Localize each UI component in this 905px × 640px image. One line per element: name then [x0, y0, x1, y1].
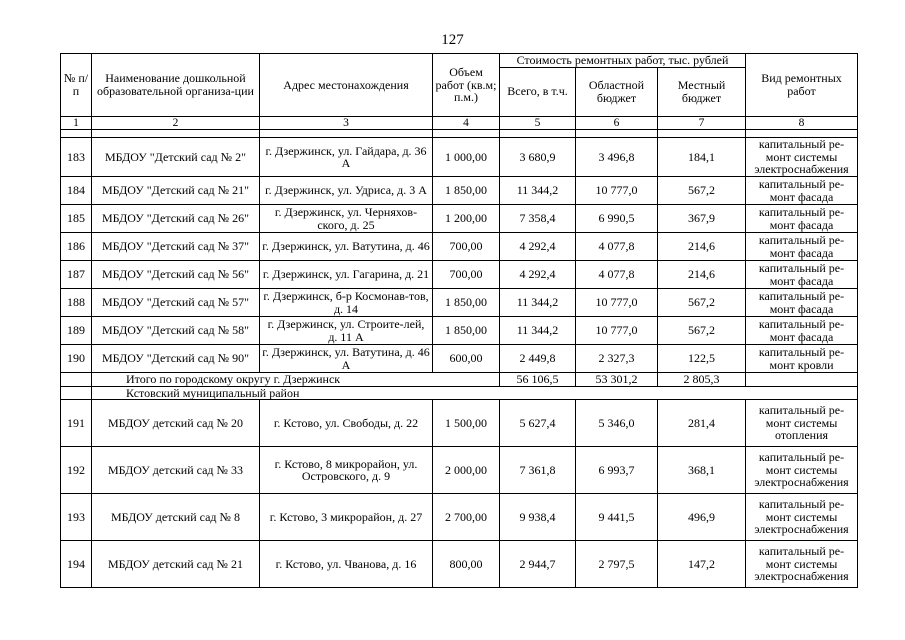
- page-number: 127: [441, 32, 464, 48]
- row-work-type: капитальный ре-монт фасада: [746, 233, 858, 261]
- table-row: [61, 205, 858, 233]
- column-number: 1: [61, 116, 92, 130]
- row-total: 11 344,2: [500, 317, 576, 345]
- row-regional: 10 777,0: [576, 317, 658, 345]
- row-regional: 6 990,5: [576, 205, 658, 233]
- row-work-type: капитальный ре-монт системы электроснабжения: [746, 138, 858, 177]
- row-volume: 800,00: [433, 541, 500, 588]
- row-name: МБДОУ детский сад № 33: [92, 447, 260, 494]
- row-local: 367,9: [658, 205, 746, 233]
- district-label: Кстовский муниципальный район: [92, 386, 858, 400]
- row-address: г. Дзержинск, б-р Космонав-тов, д. 14: [260, 289, 433, 317]
- table-row: [61, 289, 858, 317]
- row-address: г. Кстово, ул. Чванова, д. 16: [260, 541, 433, 588]
- row-total: 7 358,4: [500, 205, 576, 233]
- row-work-type: капитальный ре-монт фасада: [746, 261, 858, 289]
- row-work-type: капитальный ре-монт фасада: [746, 317, 858, 345]
- row-num: 194: [61, 541, 92, 588]
- row-total: 2 449,8: [500, 345, 576, 373]
- table-row: [61, 345, 858, 373]
- row-regional: 5 346,0: [576, 400, 658, 447]
- table-row: [61, 494, 858, 541]
- row-volume: 2 000,00: [433, 447, 500, 494]
- row-num: 188: [61, 289, 92, 317]
- row-name: МБДОУ "Детский сад № 90": [92, 345, 260, 373]
- header-address: Адрес местонахождения: [260, 54, 433, 117]
- row-num: 187: [61, 261, 92, 289]
- row-regional: 10 777,0: [576, 177, 658, 205]
- row-total: 11 344,2: [500, 289, 576, 317]
- row-volume: 600,00: [433, 345, 500, 373]
- row-num: 189: [61, 317, 92, 345]
- row-regional: 4 077,8: [576, 261, 658, 289]
- row-volume: 1 000,00: [433, 138, 500, 177]
- row-local: 147,2: [658, 541, 746, 588]
- row-num: 192: [61, 447, 92, 494]
- row-regional: 2 327,3: [576, 345, 658, 373]
- row-name: МБДОУ "Детский сад № 37": [92, 233, 260, 261]
- table-row: [61, 400, 858, 447]
- row-name: МБДОУ "Детский сад № 2": [92, 138, 260, 177]
- row-total: 11 344,2: [500, 177, 576, 205]
- row-work-type: капитальный ре-монт системы электроснабжения: [746, 447, 858, 494]
- row-local: 281,4: [658, 400, 746, 447]
- row-local: 368,1: [658, 447, 746, 494]
- header-name: Наименование дошкольной образовательной организа-ции: [92, 54, 260, 117]
- header-cost-group: Стоимость ремонтных работ, тыс. рублей: [500, 54, 746, 68]
- subtotal-row: [61, 373, 858, 387]
- subtotal-label: Итого по городскому округу г. Дзержинск: [92, 373, 500, 387]
- table-row: [61, 138, 858, 177]
- header-local: Местный бюджет: [658, 67, 746, 116]
- column-number: 2: [92, 116, 260, 130]
- table-row: [61, 317, 858, 345]
- row-num: 190: [61, 345, 92, 373]
- subtotal-total: 56 106,5: [500, 373, 576, 387]
- row-num: 191: [61, 400, 92, 447]
- header-total: Всего, в т.ч.: [500, 67, 576, 116]
- row-total: 7 361,8: [500, 447, 576, 494]
- row-name: МБДОУ "Детский сад № 56": [92, 261, 260, 289]
- row-num: 183: [61, 138, 92, 177]
- row-address: г. Кстово, 3 микрорайон, д. 27: [260, 494, 433, 541]
- row-local: 567,2: [658, 289, 746, 317]
- district-row: [61, 386, 858, 400]
- row-num: 185: [61, 205, 92, 233]
- row-name: МБДОУ "Детский сад № 57": [92, 289, 260, 317]
- column-number: 4: [433, 116, 500, 130]
- column-number: 3: [260, 116, 433, 130]
- row-local: 184,1: [658, 138, 746, 177]
- row-regional: 10 777,0: [576, 289, 658, 317]
- subtotal-regional: 53 301,2: [576, 373, 658, 387]
- row-volume: 700,00: [433, 261, 500, 289]
- row-address: г. Дзержинск, ул. Гайдара, д. 36 А: [260, 138, 433, 177]
- row-volume: 2 700,00: [433, 494, 500, 541]
- row-address: г. Дзержинск, ул. Ватутина, д. 46 А: [260, 345, 433, 373]
- row-name: МБДОУ детский сад № 21: [92, 541, 260, 588]
- header-volume: Объем работ (кв.м; п.м.): [433, 54, 500, 117]
- row-regional: 3 496,8: [576, 138, 658, 177]
- row-name: МБДОУ детский сад № 8: [92, 494, 260, 541]
- row-local: 567,2: [658, 177, 746, 205]
- table-row: [61, 541, 858, 588]
- row-volume: 1 200,00: [433, 205, 500, 233]
- row-total: 9 938,4: [500, 494, 576, 541]
- row-volume: 700,00: [433, 233, 500, 261]
- row-total: 5 627,4: [500, 400, 576, 447]
- header-row-top: [61, 54, 858, 68]
- row-volume: 1 850,00: [433, 289, 500, 317]
- row-address: г. Дзержинск, ул. Удриса, д. 3 А: [260, 177, 433, 205]
- row-num: 186: [61, 233, 92, 261]
- table-row: [61, 233, 858, 261]
- repair-works-table: [60, 53, 858, 588]
- row-regional: 2 797,5: [576, 541, 658, 588]
- column-number: 5: [500, 116, 576, 130]
- column-number: 6: [576, 116, 658, 130]
- column-number: 7: [658, 116, 746, 130]
- header-regional: Областной бюджет: [576, 67, 658, 116]
- row-name: МБДОУ детский сад № 20: [92, 400, 260, 447]
- row-work-type: капитальный ре-монт фасада: [746, 205, 858, 233]
- row-local: 214,6: [658, 261, 746, 289]
- header-num: № п/п: [61, 54, 92, 117]
- row-work-type: капитальный ре-монт фасада: [746, 177, 858, 205]
- table-row: [61, 447, 858, 494]
- row-address: г. Кстово, ул. Свободы, д. 22: [260, 400, 433, 447]
- row-regional: 6 993,7: [576, 447, 658, 494]
- column-numbers-row: [61, 116, 858, 130]
- row-total: 3 680,9: [500, 138, 576, 177]
- row-local: 567,2: [658, 317, 746, 345]
- row-local: 496,9: [658, 494, 746, 541]
- column-number: 8: [746, 116, 858, 130]
- row-address: г. Кстово, 8 микрорайон, ул. Островского, д. 9: [260, 447, 433, 494]
- row-name: МБДОУ "Детский сад № 26": [92, 205, 260, 233]
- row-total: 4 292,4: [500, 261, 576, 289]
- row-work-type: капитальный ре-монт системы отопления: [746, 400, 858, 447]
- row-volume: 1 850,00: [433, 317, 500, 345]
- row-total: 4 292,4: [500, 233, 576, 261]
- row-address: г. Дзержинск, ул. Гагарина, д. 21: [260, 261, 433, 289]
- row-work-type: капитальный ре-монт фасада: [746, 289, 858, 317]
- row-regional: 4 077,8: [576, 233, 658, 261]
- row-work-type: капитальный ре-монт системы электроснабжения: [746, 494, 858, 541]
- row-num: 184: [61, 177, 92, 205]
- row-regional: 9 441,5: [576, 494, 658, 541]
- row-address: г. Дзержинск, ул. Черняхов-ского, д. 25: [260, 205, 433, 233]
- row-total: 2 944,7: [500, 541, 576, 588]
- row-num: 193: [61, 494, 92, 541]
- header-work-type: Вид ремонтных работ: [746, 54, 858, 117]
- row-volume: 1 500,00: [433, 400, 500, 447]
- table-row: [61, 177, 858, 205]
- row-address: г. Дзержинск, ул. Ватутина, д. 46: [260, 233, 433, 261]
- spacer-row: [61, 130, 858, 138]
- row-name: МБДОУ "Детский сад № 58": [92, 317, 260, 345]
- table-row: [61, 261, 858, 289]
- row-work-type: капитальный ре-монт кровли: [746, 345, 858, 373]
- row-name: МБДОУ "Детский сад № 21": [92, 177, 260, 205]
- row-address: г. Дзержинск, ул. Строите-лей, д. 11 А: [260, 317, 433, 345]
- subtotal-local: 2 805,3: [658, 373, 746, 387]
- row-volume: 1 850,00: [433, 177, 500, 205]
- row-local: 122,5: [658, 345, 746, 373]
- row-work-type: капитальный ре-монт системы электроснабжения: [746, 541, 858, 588]
- row-local: 214,6: [658, 233, 746, 261]
